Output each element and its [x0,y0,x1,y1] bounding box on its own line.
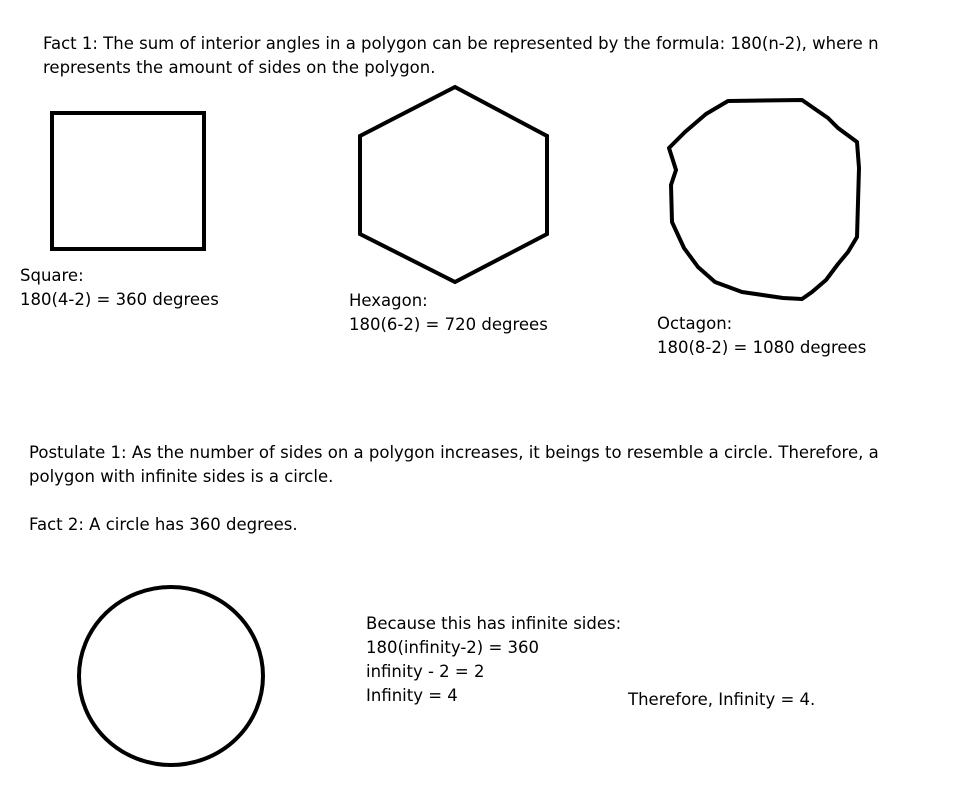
hexagon-name: Hexagon: [349,291,428,310]
postulate1-text [29,441,879,489]
fact1-text [43,32,879,80]
derivation-line3: infinity - 2 = 2 [366,662,485,681]
derivation-line2: 180(infinity-2) = 360 [366,638,540,657]
postulate1-line2: polygon with infinite sides is a circle. [29,467,334,486]
fact1-line1: Fact 1: The sum of interior angles in a polygon can be represented by the formula: 180(n-2), where n [43,34,879,53]
circle-shape [79,587,263,765]
conclusion-text [628,688,815,712]
octagon-name: Octagon: [657,314,733,333]
octagon-shape [669,100,859,299]
hexagon-formula: 180(6-2) = 720 degrees [349,315,548,334]
derivation-line4: Infinity = 4 [366,686,458,705]
square-formula: 180(4-2) = 360 degrees [20,290,219,309]
derivation-line1: Because this has infinite sides: [366,614,622,633]
conclusion-line: Therefore, Infinity = 4. [628,690,816,709]
square-name: Square: [20,266,84,285]
fact2-line: Fact 2: A circle has 360 degrees. [29,515,298,534]
fact2-text [29,513,298,537]
hexagon-shape [360,87,547,282]
square-shape [52,113,204,249]
octagon-formula: 180(8-2) = 1080 degrees [657,338,867,357]
derivation-text [366,612,621,708]
postulate1-line1: Postulate 1: As the number of sides on a polygon increases, it beings to resemble a circle. Therefore, a [29,443,879,462]
hexagon-label [349,289,548,337]
fact1-line2: represents the amount of sides on the polygon. [43,58,436,77]
octagon-label [657,312,866,360]
square-label [20,264,219,312]
